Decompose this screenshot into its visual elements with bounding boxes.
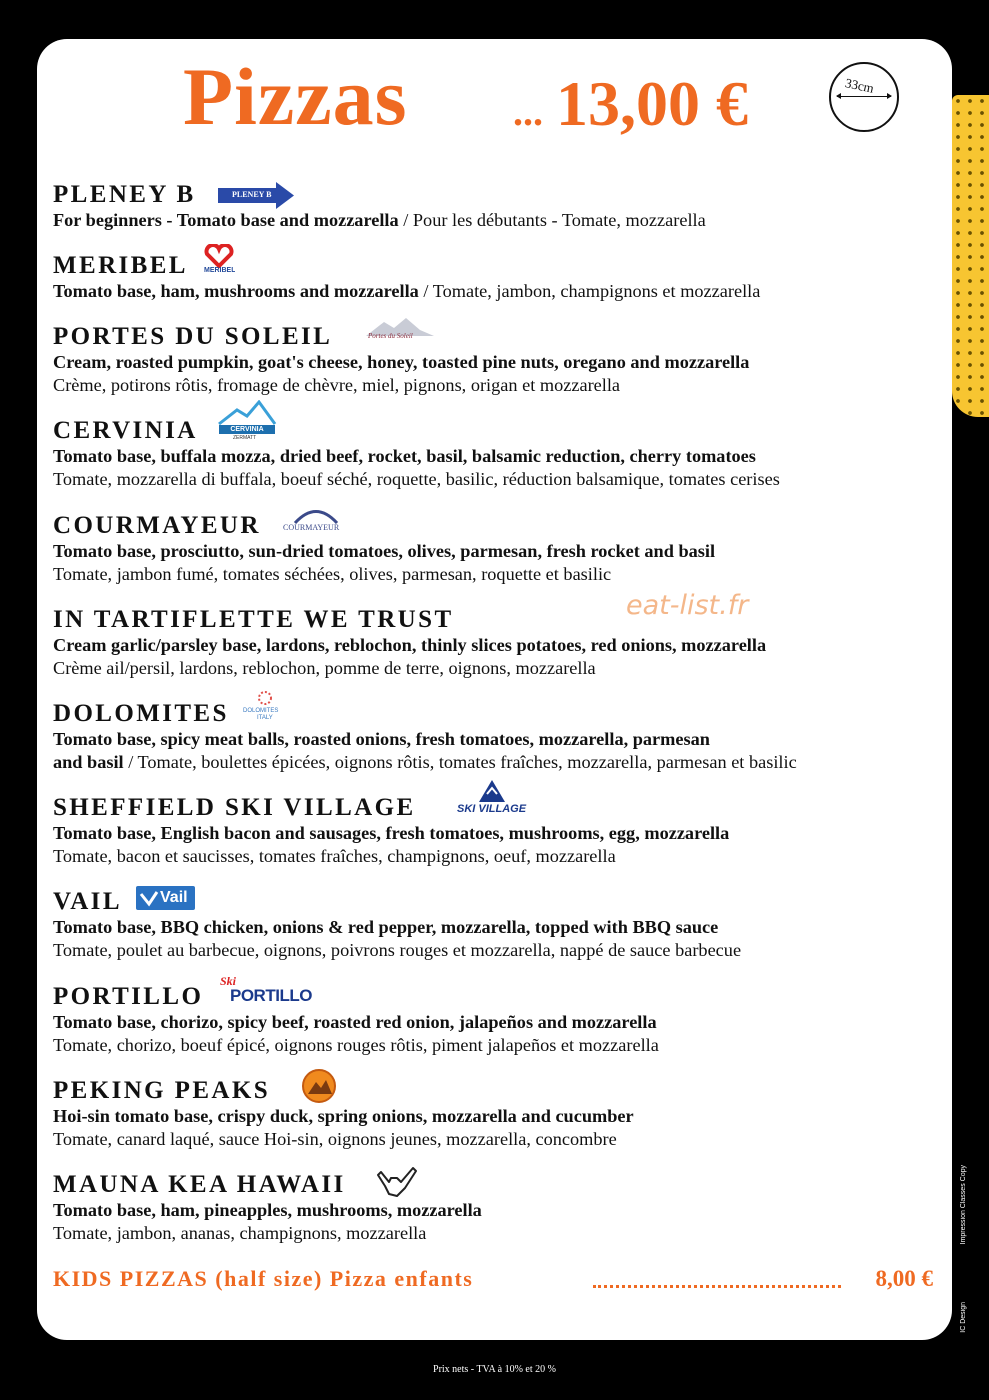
pizza-cervinia: [53, 417, 780, 491]
description-fr: Tomate, poulet au barbecue, oignons, poivrons rouges et mozzarella, nappé de sauce barbecue: [53, 940, 742, 960]
description-fr: Crème ail/persil, lardons, reblochon, pomme de terre, oignons, mozzarella: [53, 658, 596, 678]
meribel-logo-text: MERIBEL: [204, 267, 235, 274]
pizza-name: MAUNA KEA HAWAII: [53, 1171, 346, 1198]
pizza-peking-peaks: [53, 1077, 634, 1151]
description-en: Hoi-sin tomato base, crispy duck, spring onions, mozzarella and cucumber: [53, 1106, 634, 1126]
description-en: Tomato base, spicy meat balls, roasted onions, fresh tomatoes, mozzarella, parmesan: [53, 729, 710, 749]
description-en-continued: and basil: [53, 752, 124, 772]
description-en: Cream, roasted pumpkin, goat's cheese, honey, toasted pine nuts, oregano and mozzarella: [53, 352, 750, 372]
description-en: Tomato base, buffala mozza, dried beef, rocket, basil, balsamic reduction, cherry tomatoes: [53, 446, 756, 466]
pizza-name: VAIL: [53, 888, 122, 915]
watermark: eat-list.fr: [626, 590, 749, 621]
pizza-description: [53, 280, 760, 303]
pizza-name: PEKING PEAKS: [53, 1077, 271, 1104]
description-fr: Tomate, bacon et saucisses, tomates fraîches, champignons, oeuf, mozzarella: [53, 846, 616, 866]
separator: /: [398, 210, 413, 230]
pizza-name: PORTES DU SOLEIL: [53, 323, 333, 350]
courmayeur-logo: [281, 504, 351, 536]
pizza-name: COURMAYEUR: [53, 512, 261, 539]
title-price: 13,00 €: [556, 68, 748, 139]
cervinia-logo-sub: ZERMATT: [233, 435, 257, 441]
kids-pizzas-line: [53, 1264, 933, 1294]
dotted-leader: [593, 1285, 841, 1288]
description-en: Tomato base, ham, pineapples, mushrooms, mozzarella: [53, 1200, 482, 1220]
description-fr: Tomate, mozzarella di buffala, boeuf séché, roquette, basilic, réduction balsamique, tomates cerises: [53, 469, 780, 489]
description-en: For beginners - Tomato base and mozzarella: [53, 210, 399, 230]
description-en: Tomato base, chorizo, spicy beef, roasted red onion, jalapeños and mozzarella: [53, 1012, 657, 1032]
description-en: Tomato base, ham, mushrooms and mozzarella: [53, 281, 419, 301]
portes-du-soleil-logo: [364, 316, 436, 346]
courmayeur-logo-text: COURMAYEUR: [283, 523, 340, 532]
pizza-name: CERVINIA: [53, 417, 198, 444]
pizza-dolomites: [53, 700, 797, 774]
dolomites-logo-text: DOLOMITES: [243, 708, 279, 714]
dolomites-logo-sub: ITALY: [257, 715, 273, 721]
description-fr: Tomate, jambon, ananas, champignons, mozzarella: [53, 1223, 427, 1243]
description-fr: Tomate, chorizo, boeuf épicé, oignons rouges rôtis, piment jalapeños et mozzarella: [53, 1035, 659, 1055]
pizza-pleney-b: [53, 181, 706, 232]
side-credit-design: IC Design: [960, 1302, 967, 1333]
separator: /: [418, 281, 433, 301]
separator: /: [123, 752, 138, 772]
portes-logo-text: Portes du Soleil: [368, 332, 413, 340]
side-credit-print: Impression Classes Copy: [960, 1165, 967, 1245]
cervinia-logo-text: CERVINIA: [219, 425, 275, 434]
pizza-description: [53, 209, 706, 232]
description-fr: Tomate, jambon, champignons et mozzarella: [432, 281, 761, 301]
vail-logo: [136, 886, 195, 910]
size-badge: [829, 62, 899, 132]
double-arrow-icon: [837, 96, 891, 97]
peking-peaks-sun-logo: [300, 1068, 338, 1104]
pizza-portillo: [53, 983, 659, 1057]
pizza-name: SHEFFIELD SKI VILLAGE: [53, 794, 416, 821]
vail-logo-text: Vail: [160, 889, 188, 906]
title-dots: ...: [513, 89, 543, 134]
pizza-name: DOLOMITES: [53, 700, 229, 727]
portillo-logo: [216, 974, 314, 1010]
dolomites-logo: [243, 688, 287, 724]
pizza-name: PORTILLO: [53, 983, 204, 1010]
pizza-name: IN TARTIFLETTE WE TRUST: [53, 606, 454, 633]
size-label: 33cm: [843, 75, 876, 96]
portillo-logo-text: PORTILLO: [230, 986, 312, 1005]
pizza-sheffield-ski-village: [53, 794, 729, 868]
description-en: Tomato base, prosciutto, sun-dried tomatoes, olives, parmesan, fresh rocket and basil: [53, 541, 716, 561]
title-text: Pizzas: [183, 51, 408, 142]
footer-tax-note: Prix nets - TVA à 10% et 20 %: [433, 1364, 556, 1375]
description-en: Cream garlic/parsley base, lardons, reblochon, thinly slices potatoes, red onions, mozzarella: [53, 635, 767, 655]
description-fr: Crème, potirons rôtis, fromage de chèvre, miel, pignons, origan et mozzarella: [53, 375, 621, 395]
ski-village-logo-text: SKI VILLAGE: [457, 803, 527, 815]
pizza-cheese-decoration: [952, 95, 989, 417]
pleney-logo-text: PLENEY B: [232, 190, 272, 199]
pizza-name: MERIBEL: [53, 252, 188, 279]
kids-label: KIDS PIZZAS (half size) Pizza enfants: [53, 1266, 474, 1291]
description-line-2: [53, 751, 797, 774]
description-fr: Tomate, boulettes épicées, oignons rôtis, tomates fraîches, mozzarella, parmesan et basilic: [137, 752, 797, 772]
portillo-logo-sub: Ski: [220, 974, 237, 988]
pizza-meribel: [53, 252, 760, 303]
cervinia-logo: [217, 400, 277, 444]
description-fr: Pour les débutants - Tomate, mozzarella: [412, 210, 706, 230]
description-en: Tomato base, BBQ chicken, onions & red pepper, mozzarella, topped with BBQ sauce: [53, 917, 719, 937]
pizza-name: PLENEY B: [53, 181, 196, 208]
description-fr: Tomate, canard laqué, sauce Hoi-sin, oignons jeunes, mozzarella, concombre: [53, 1129, 617, 1149]
pleney-arrow-logo: [218, 182, 294, 209]
meribel-heart-logo: [203, 244, 235, 278]
pizza-courmayeur: [53, 512, 715, 586]
description-fr: Tomate, jambon fumé, tomates séchées, olives, parmesan, roquette et basilic: [53, 564, 612, 584]
kids-price: 8,00 €: [875, 1266, 933, 1291]
description-en: Tomato base, English bacon and sausages, fresh tomatoes, mushrooms, egg, mozzarella: [53, 823, 730, 843]
shaka-hand-icon: [375, 1164, 419, 1200]
ski-village-logo: [455, 778, 530, 820]
